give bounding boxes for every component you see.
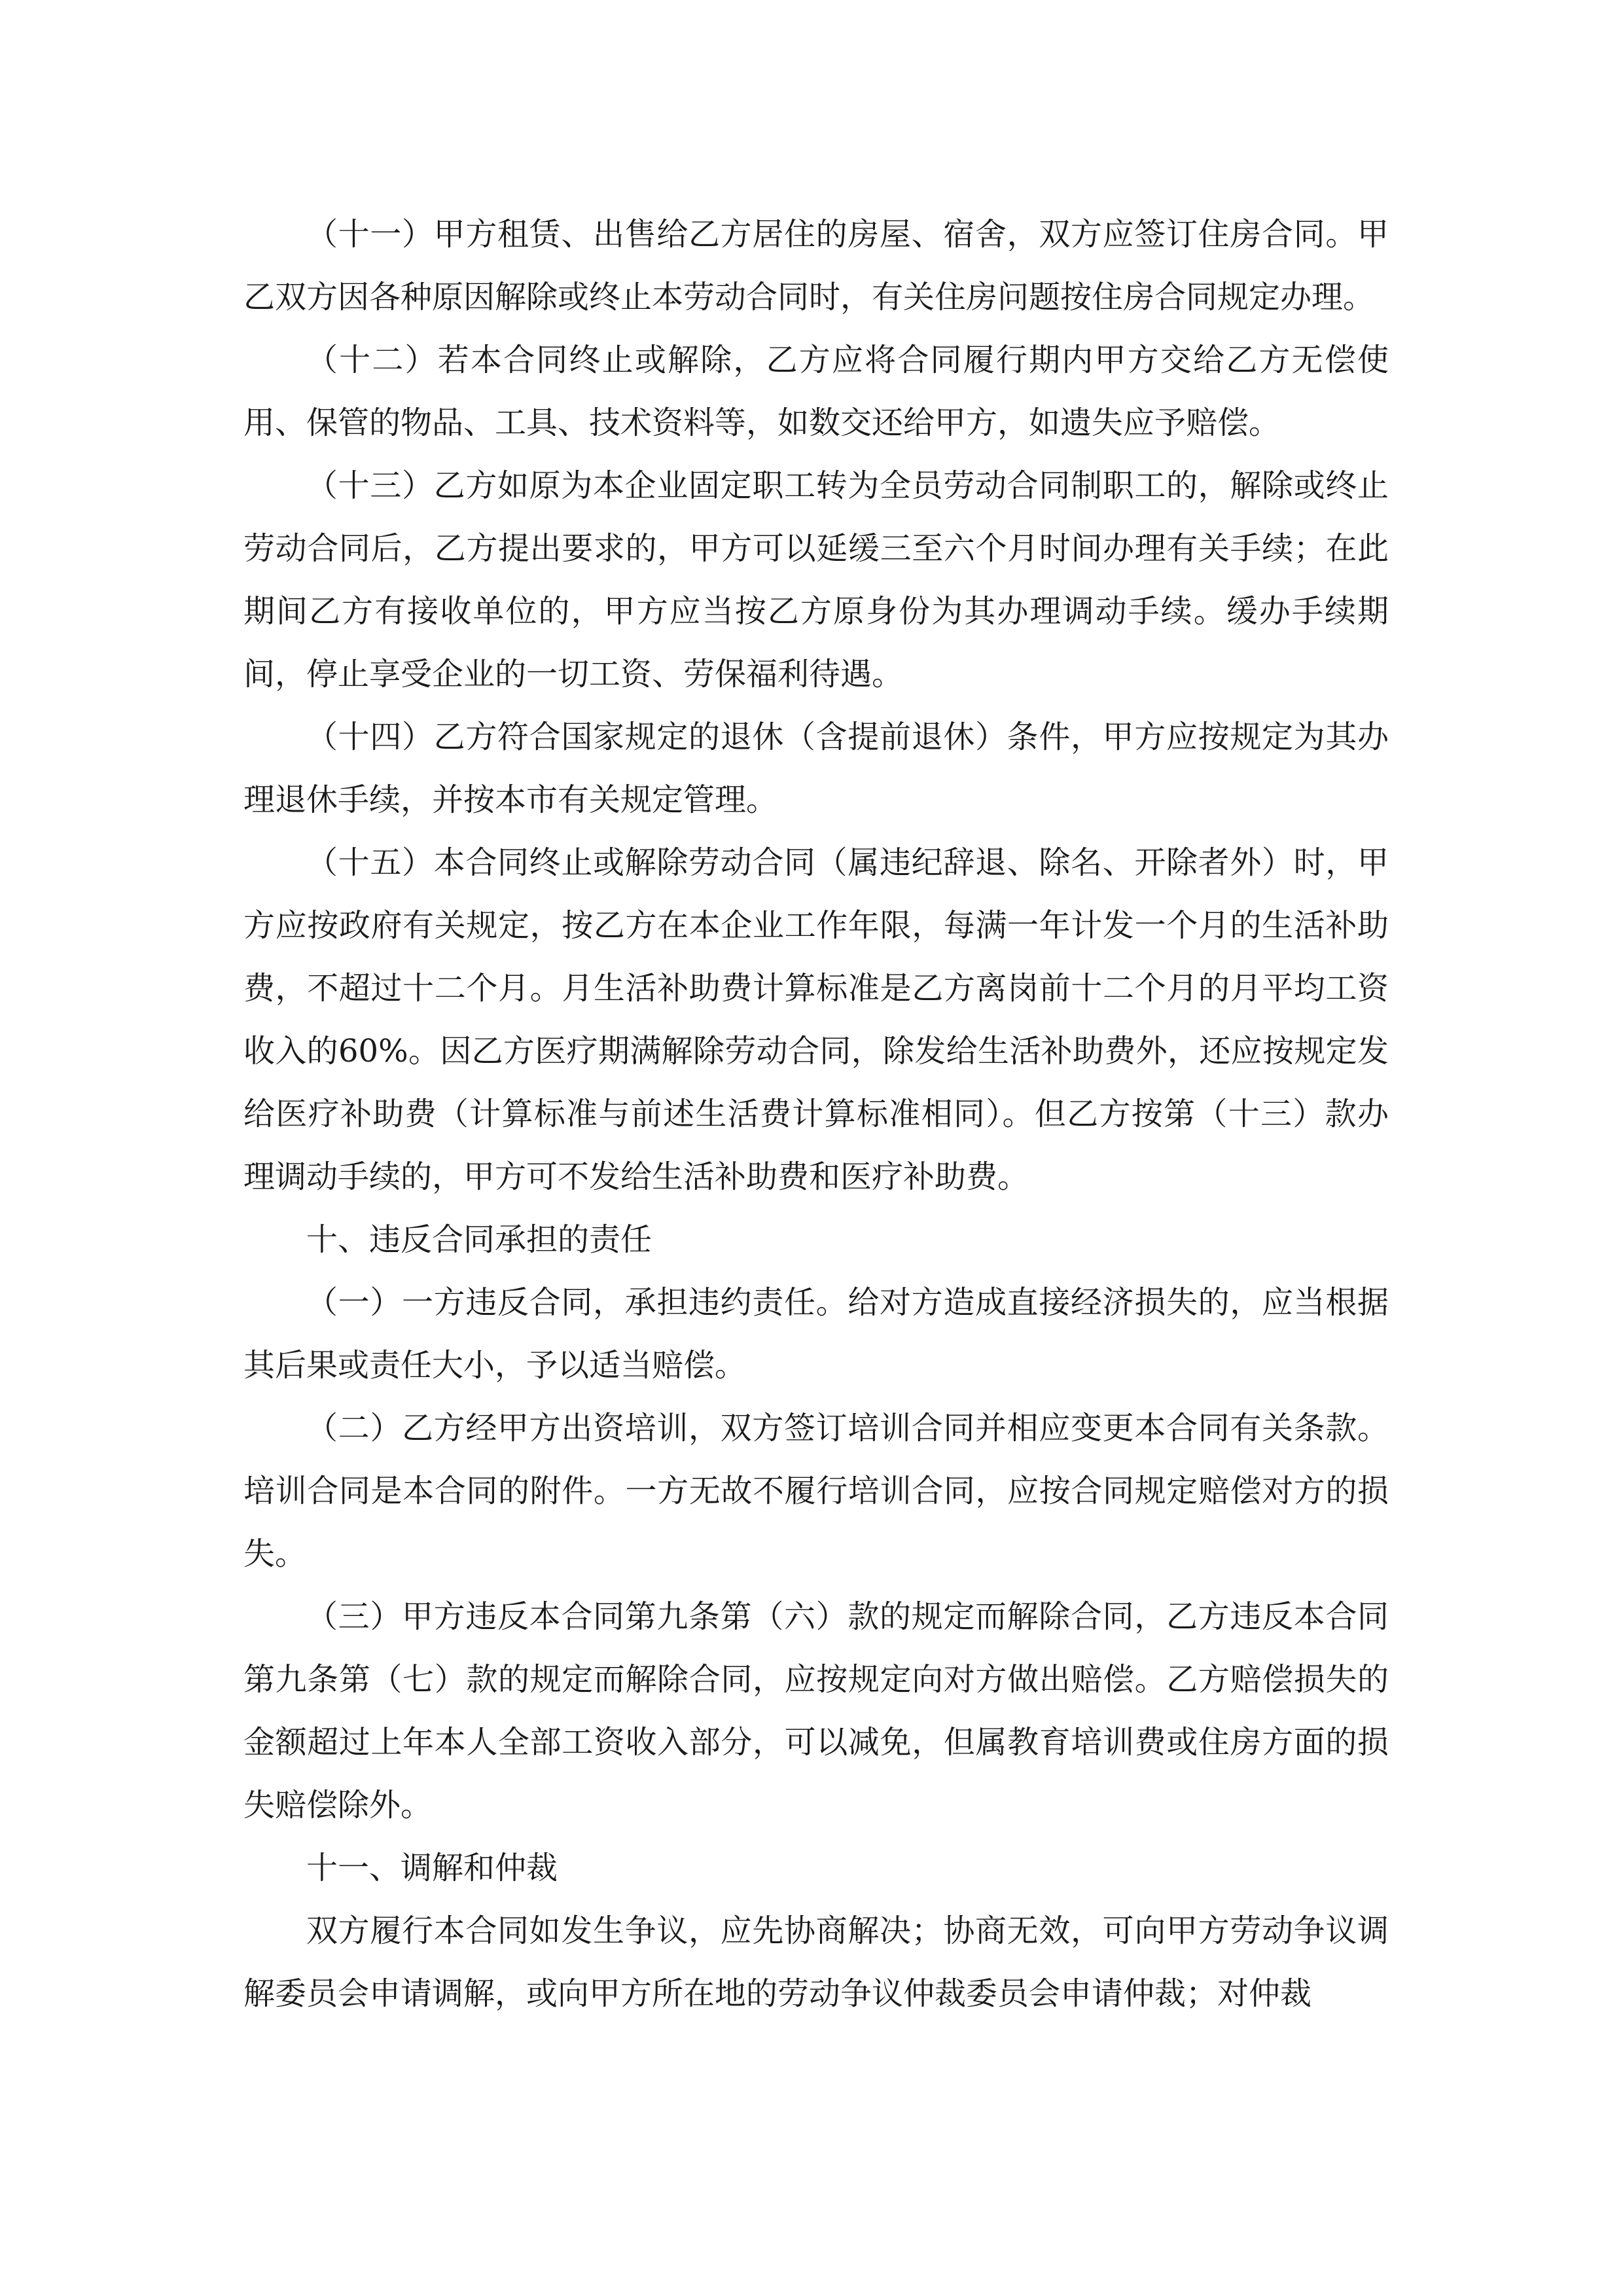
mediation-paragraph: 双方履行本合同如发生争议，应先协商解决；协商无效，可向甲方劳动争议调解委员会申请调解，或向甲方所在地的劳动争议仲裁委员会申请仲裁；对仲裁 (243, 1912, 1389, 2012)
clause-13: （十三）乙方如原为本企业固定职工转为全员劳动合同制职工的，解除或终止劳动合同后，乙方提出要求的，甲方可以延缓三至六个月时间办理有关手续；在此期间乙方有接收单位的，甲方应当按乙方原身份为其办理调动手续。缓办手续期间，停止享受企业的一切工资、劳保福利待遇。 (243, 467, 1389, 692)
section-heading-11: 十一、调解和仲裁 (306, 1850, 558, 1886)
document-body (243, 203, 1389, 2025)
liability-clause-2: （二）乙方经甲方出资培训，双方签订培训合同并相应变更本合同有关条款。培训合同是本合同的附件。一方无故不履行培训合同，应按合同规定赔偿对方的损失。 (243, 1410, 1389, 1572)
clause-15: （十五）本合同终止或解除劳动合同（属违纪辞退、除名、开除者外）时，甲方应按政府有关规定，按乙方在本企业工作年限，每满一年计发一个月的生活补助费，不超过十二个月。月生活补助费计算标准是乙方离岗前十二个月的月平均工资收入的60%。因乙方医疗期满解除劳动合同，除发给生活补助费外，还应按规定发给医疗补助费（计算标准与前述生活费计算标准相同）。但乙方按第（十三）款办理调动手续的，甲方可不发给生活补助费和医疗补助费。 (243, 844, 1389, 1195)
clause-11: （十一）甲方租赁、出售给乙方居住的房屋、宿舍，双方应签订住房合同。甲乙双方因各种原因解除或终止本劳动合同时，有关住房问题按住房合同规定办理。 (243, 216, 1389, 315)
liability-clause-3: （三）甲方违反本合同第九条第（六）款的规定而解除合同，乙方违反本合同第九条第（七）款的规定而解除合同，应按规定向对方做出赔偿。乙方赔偿损失的金额超过上年本人全部工资收入部分，可以减免，但属教育培训费或住房方面的损失赔偿除外。 (243, 1598, 1389, 1823)
clause-12: （十二）若本合同终止或解除，乙方应将合同履行期内甲方交给乙方无偿使用、保管的物品、工具、技术资料等，如数交还给甲方，如遗失应予赔偿。 (243, 342, 1389, 441)
section-heading-10: 十、违反合同承担的责任 (306, 1221, 652, 1258)
clause-14: （十四）乙方符合国家规定的退休（含提前退休）条件，甲方应按规定为其办理退休手续，并按本市有关规定管理。 (243, 719, 1389, 818)
liability-clause-1: （一）一方违反合同，承担违约责任。给对方造成直接经济损失的，应当根据其后果或责任大小，予以适当赔偿。 (243, 1284, 1389, 1384)
